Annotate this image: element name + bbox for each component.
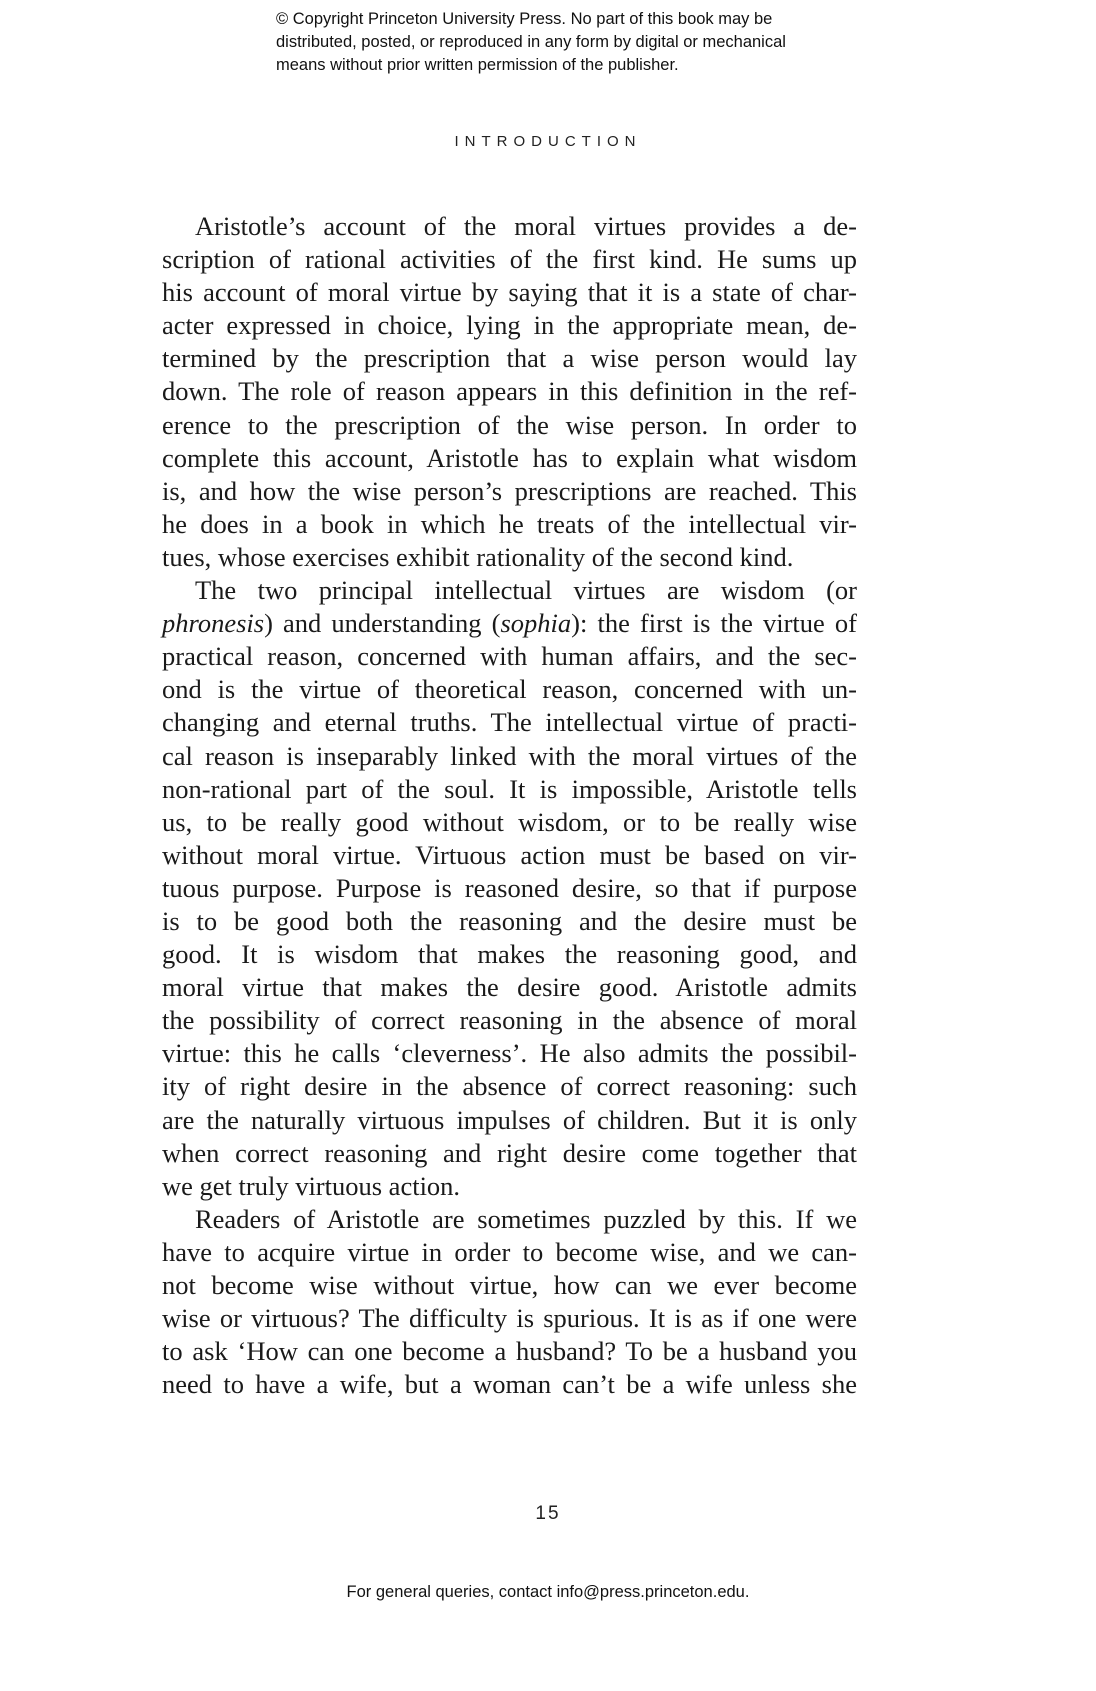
copyright-notice	[276, 8, 896, 77]
text-line: scription of rational activities of the first kind. He sums up	[162, 244, 857, 275]
text-line: erence to the prescription of the wise person. In order to	[162, 409, 857, 440]
text-line: without moral virtue. Virtuous action must be based on vir-	[162, 839, 857, 870]
text-fragment: ): the first is the virtue of	[571, 608, 857, 639]
text-fragment: ) and understanding (	[264, 608, 501, 639]
text-line: not become wise without virtue, how can we ever become	[162, 1270, 857, 1300]
text-line: The two principal intellectual virtues are wisdom (or	[195, 575, 857, 606]
text-line: tues, whose exercises exhibit rationality of the second kind.	[162, 541, 794, 572]
text-line: good. It is wisdom that makes the reasoning good, and	[162, 939, 857, 970]
running-head: INTRODUCTION	[454, 133, 642, 150]
text-line: need to have a wife, but a woman can’t be a wife unless she	[162, 1369, 857, 1400]
term-phronesis: phronesis	[162, 608, 265, 639]
text-line: when correct reasoning and right desire come together that	[162, 1137, 857, 1168]
text-line: to ask ‘How can one become a husband? To be a husband you	[162, 1336, 857, 1367]
text-line: he does in a book in which he treats of the intellectual vir-	[162, 508, 857, 539]
text-line: we get truly virtuous action.	[162, 1170, 461, 1201]
text-line: acter expressed in choice, lying in the appropriate mean, de-	[162, 310, 857, 341]
text-line: down. The role of reason appears in this definition in the ref-	[162, 376, 857, 407]
text-line: ity of right desire in the absence of correct reasoning: such	[162, 1071, 857, 1102]
body-text	[162, 210, 857, 1401]
copyright-line: means without prior written permission of the publisher.	[276, 56, 679, 74]
text-line: Aristotle’s account of the moral virtues provides a de-	[195, 211, 857, 241]
text-line: practical reason, concerned with human affairs, and the sec-	[162, 641, 857, 672]
footer-contact: For general queries, contact info@press.princeton.edu.	[346, 1583, 750, 1601]
text-line: his account of moral virtue by saying that it is a state of char-	[162, 277, 857, 308]
term-sophia: sophia	[500, 608, 572, 639]
text-line	[162, 607, 857, 640]
text-line: is to be good both the reasoning and the desire must be	[162, 905, 857, 936]
text-line: wise or virtuous? The difficulty is spurious. It is as if one were	[162, 1303, 857, 1334]
text-line: virtue: this he calls ‘cleverness’. He also admits the possibil-	[162, 1038, 857, 1069]
text-line: non-rational part of the soul. It is impossible, Aristotle tells	[162, 773, 857, 804]
text-line: cal reason is inseparably linked with the moral virtues of the	[162, 740, 857, 771]
copyright-line: © Copyright Princeton University Press. No part of this book may be	[276, 10, 773, 28]
text-line: complete this account, Aristotle has to explain what wisdom	[162, 442, 857, 473]
text-line: us, to be really good without wisdom, or to be really wise	[162, 806, 857, 837]
text-line: moral virtue that makes the desire good. Aristotle admits	[162, 972, 857, 1003]
text-line: tuous purpose. Purpose is reasoned desire, so that if purpose	[162, 872, 857, 903]
text-line: have to acquire virtue in order to become wise, and we can-	[162, 1236, 857, 1267]
text-line: Readers of Aristotle are sometimes puzzled by this. If we	[195, 1203, 857, 1234]
text-line: termined by the prescription that a wise person would lay	[162, 343, 857, 374]
text-line: is, and how the wise person’s prescriptions are reached. This	[162, 475, 857, 506]
text-line: ond is the virtue of theoretical reason, concerned with un-	[162, 674, 857, 705]
text-line: the possibility of correct reasoning in the absence of moral	[162, 1005, 857, 1036]
page-number: 15	[535, 1503, 561, 1524]
text-line: are the naturally virtuous impulses of children. But it is only	[162, 1104, 857, 1135]
text-line: changing and eternal truths. The intellectual virtue of practi-	[162, 707, 857, 738]
copyright-line: distributed, posted, or reproduced in any form by digital or mechanical	[276, 33, 786, 51]
